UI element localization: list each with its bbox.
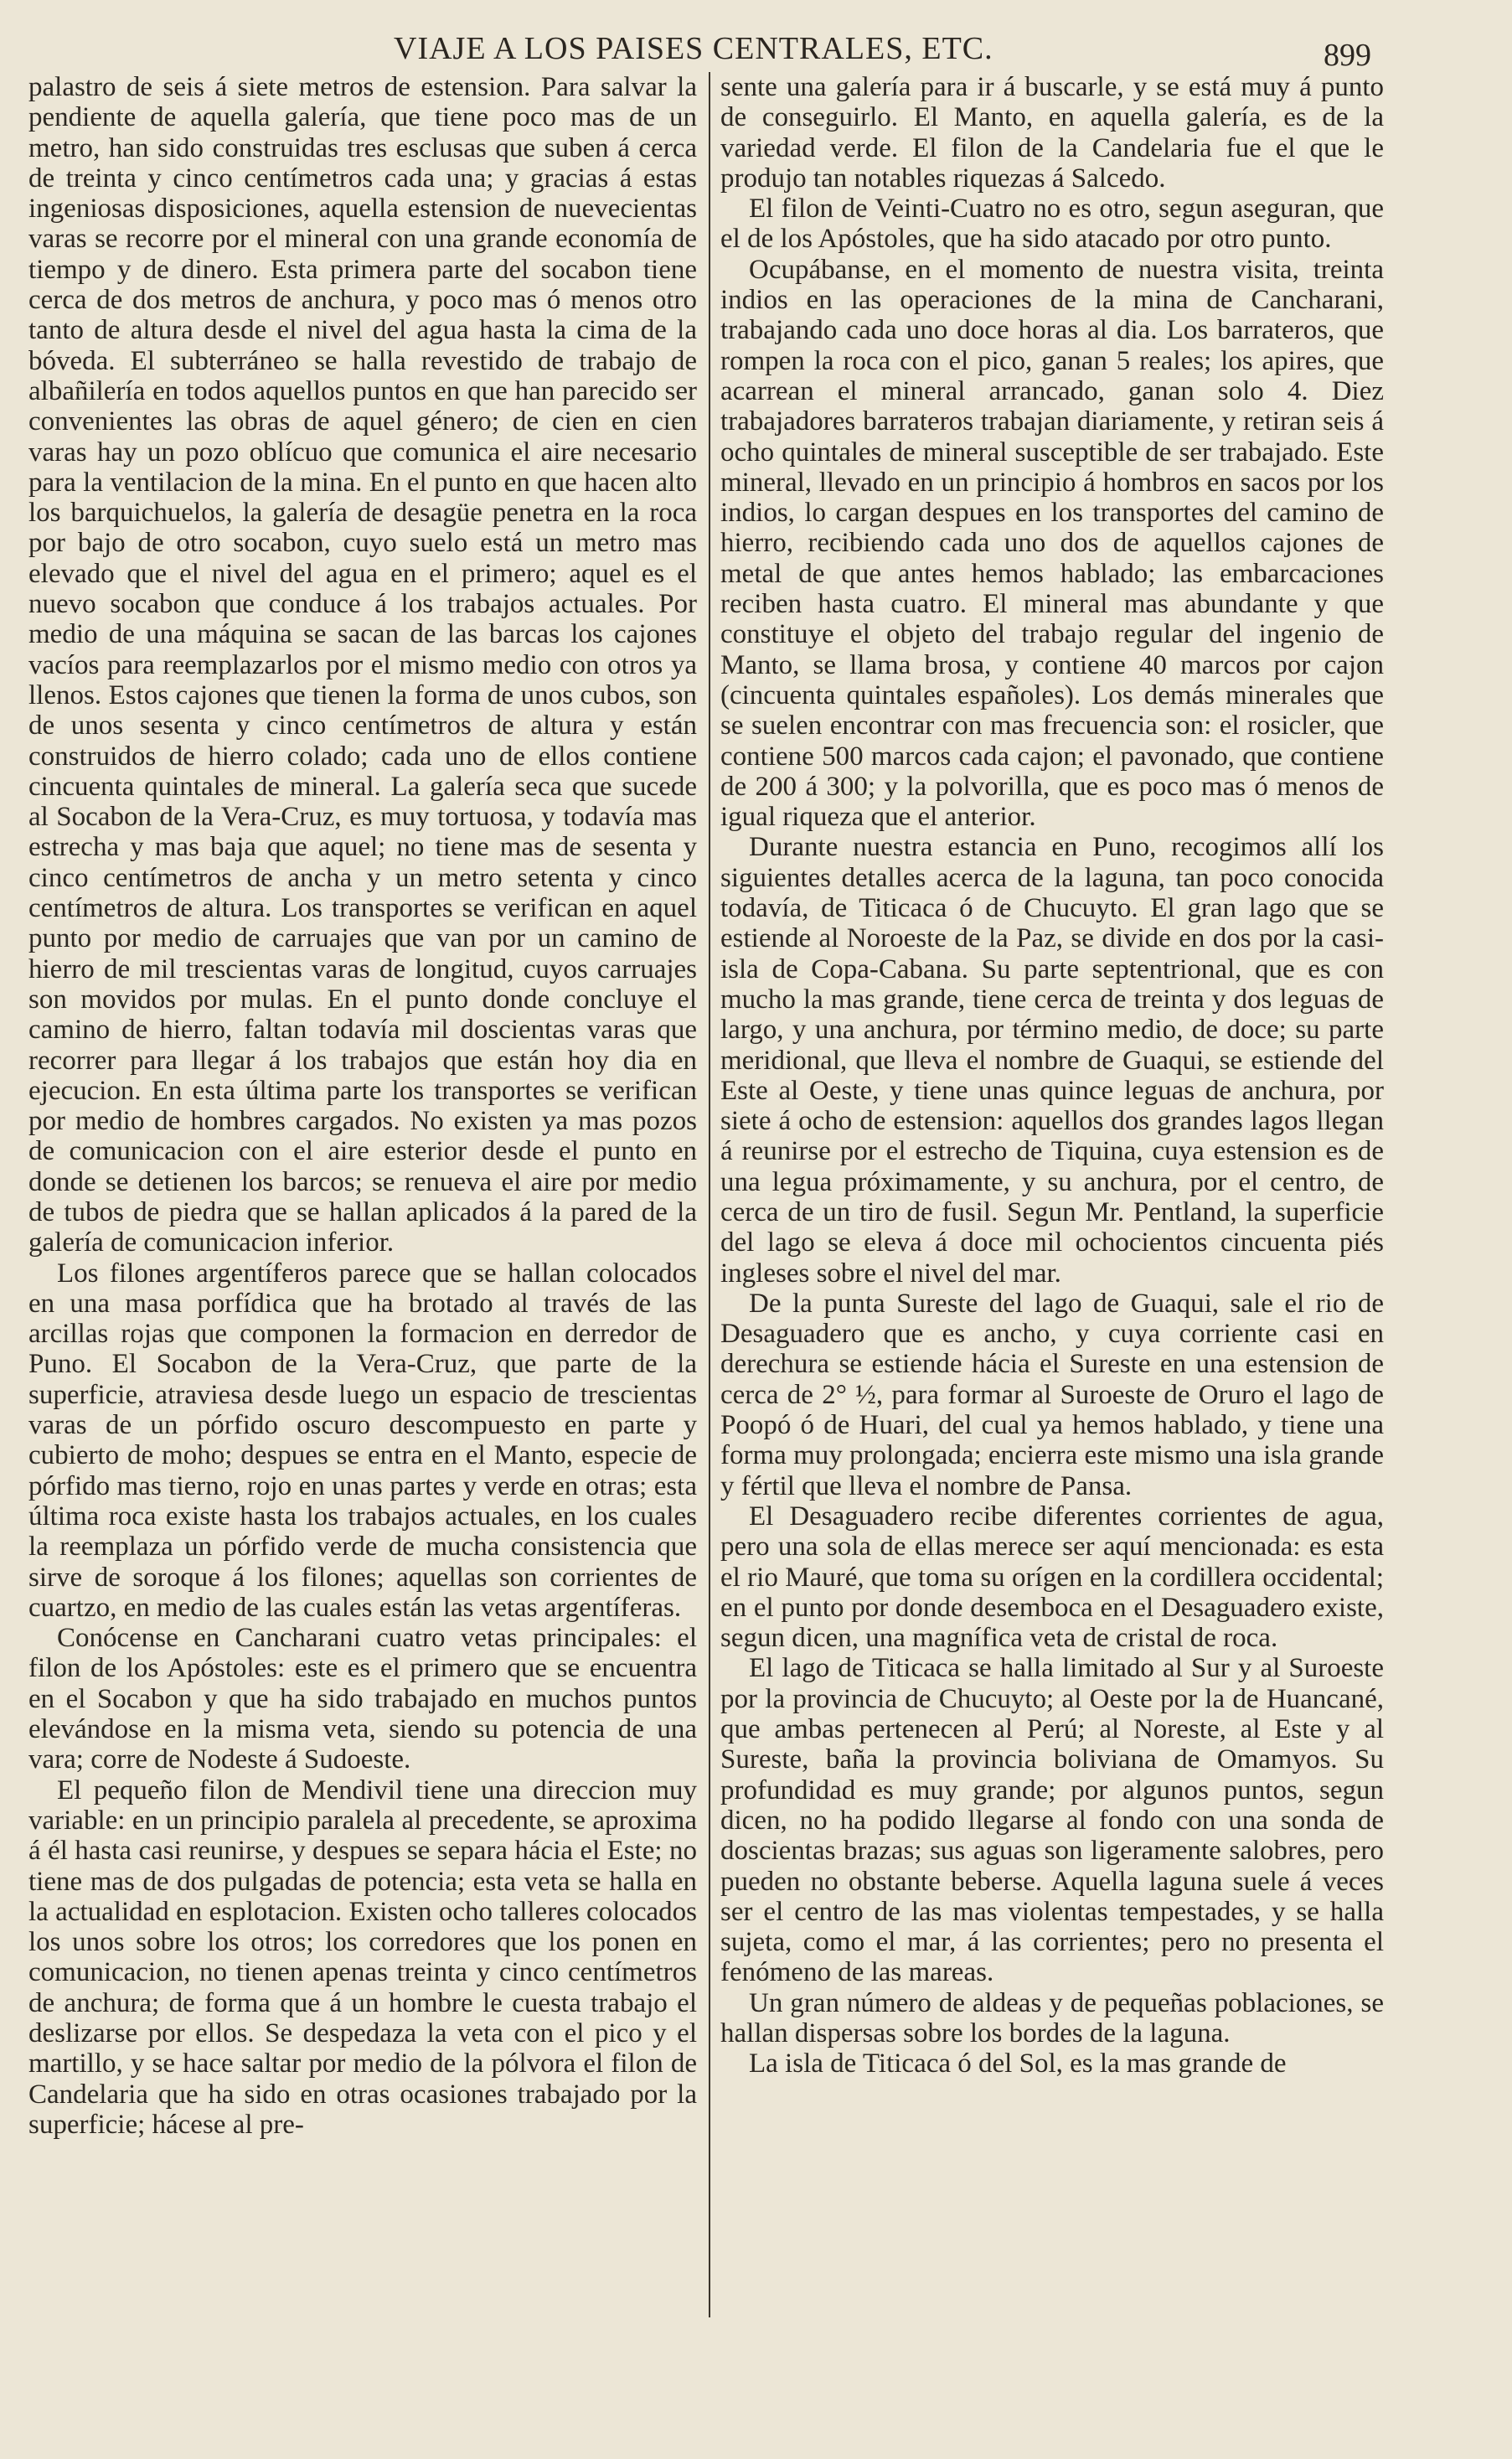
right-column xyxy=(720,72,1384,2317)
paragraph: El Desaguadero recibe diferentes corrientes de agua, pero una sola de ellas merece ser aquí mencionada: es esta el rio Mauré, que toma su orígen en la cordillera occidental; en el punto por donde desemboca en el Desaguadero existe, segun dicen, una magnífica veta de cristal de roca. xyxy=(720,1501,1384,1654)
page-number: 899 xyxy=(1324,38,1371,73)
column-divider xyxy=(709,72,710,2317)
paragraph: Un gran número de aldeas y de pequeñas poblaciones, se hallan dispersas sobre los bordes de la laguna. xyxy=(720,1987,1384,2048)
paragraph: El lago de Titicaca se halla limitado al Sur y al Suroeste por la provincia de Chucuyto; al Oeste por la de Huancané, que ambas pertenecen al Perú; al Noreste, al Este y al Sureste, baña la provincia boliviana de Omamyos. Su profundidad es muy grande; por algunos puntos, segun dicen, no ha podido llegarse al fondo con una sonda de doscientas brazas; sus aguas son ligeramente salobres, pero pueden no obstante beberse. Aquella laguna suele á veces ser el centro de las mas violentas tempestades, y se halla sujeta, como el mar, á las corrientes; pero no presenta el fenómeno de las mareas. xyxy=(720,1653,1384,1988)
paragraph: Ocupábanse, en el momento de nuestra visita, treinta indios en las operaciones de la mina de Cancharani, trabajando cada uno doce horas al dia. Los barrateros, que rompen la roca con el pico, ganan 5 reales; los apires, que acarrean el mineral arrancado, ganan solo 4. Diez trabajadores barrateros trabajan diariamente, y retiran seis á ocho quintales de mineral susceptible de ser trabajado. Este mineral, llevado en un principio á hombros en sacos por los indios, lo cargan despues en los transportes del camino de hierro, recibiendo cada uno dos de aquellos cajones de metal de que antes hemos hablado; las embarcaciones reciben hasta cuatro. El mineral mas abundante y que constituye el objeto del trabajo regular del ingenio de Manto, se llama brosa, y contiene 40 marcos por cajon (cincuenta quintales españoles). Los demás minerales que se suelen encontrar con mas frecuencia son: el rosicler, que contiene 500 marcos cada cajon; el pavonado, que contiene de 200 á 300; y la polvorilla, que es poco mas ó menos de igual riqueza que el anterior. xyxy=(720,254,1384,833)
left-column xyxy=(28,72,697,2317)
paragraph: palastro de seis á siete metros de estension. Para salvar la pendiente de aquella galería, que tiene poco mas de un metro, han sido construidas tres esclusas que suben á cerca de treinta y cinco centímetros cada una; y gracias á estas ingeniosas disposiciones, aquella estension de nuevecientas varas se recorre por el mineral con una grande economía de tiempo y de dinero. Esta primera parte del socabon tiene cerca de dos metros de anchura, y poco mas ó menos otro tanto de altura desde el nivel del agua hasta la cima de la bóveda. El subterráneo se halla revestido de trabajo de albañilería en todos aquellos puntos en que han parecido ser convenientes las obras de aquel género; de cien en cien varas hay un pozo oblícuo que comunica el aire necesario para la ventilacion de la mina. En el punto en que hacen alto los barquichuelos, la galería de desagüe penetra en la roca por bajo de otro socabon, cuyo suelo está un metro mas elevado que el nivel del agua en el primero; aquel es el nuevo socabon que conduce á los trabajos actuales. Por medio de una máquina se sacan de las barcas los cajones vacíos para reemplazarlos por el mismo medio con otros ya llenos. Estos cajones que tienen la forma de unos cubos, son de unos sesenta y cinco centímetros de altura y están construidos de hierro colado; cada uno de ellos contiene cincuenta quintales de mineral. La galería seca que sucede al Socabon de la Vera-Cruz, es muy tortuosa, y todavía mas estrecha y mas baja que aquel; no tiene mas de sesenta y cinco centímetros de ancha y un metro setenta y cinco centímetros de altura. Los transportes se verifican en aquel punto por medio de carruajes que van por un camino de hierro de mil trescientas varas de longitud, cuyos carruajes son movidos por mulas. En el punto donde concluye el camino de hierro, faltan todavía mil doscientas varas que recorrer para llegar á los trabajos que están hoy dia en ejecucion. En esta última parte los transportes se verifican por medio de hombres cargados. No existen ya mas pozos de comunicacion con el aire esterior desde el punto en donde se detienen los barcos; se renueva el aire por medio de tubos de piedra que se hallan aplicados á la pared de la galería de comunicacion inferior. xyxy=(28,72,697,1258)
paragraph: El pequeño filon de Mendivil tiene una direccion muy variable: en un principio paralela al precedente, se aproxima á él hasta casi reunirse, y despues se separa hácia el Este; no tiene mas de dos pulgadas de potencia; esta veta se halla en la actualidad en esplotacion. Existen ocho talleres colocados los unos sobre los otros; los corredores que los ponen en comunicacion, no tienen apenas treinta y cinco centímetros de anchura; de forma que á un hombre le cuesta trabajo el deslizarse por ellos. Se despedaza la veta con el pico y el martillo, y se hace saltar por medio de la pólvora el filon de Candelaria que ha sido en otras ocasiones trabajado por la superficie; hácese al pre- xyxy=(28,1775,697,2140)
paragraph: sente una galería para ir á buscarle, y se está muy á punto de conseguirlo. El Manto, en aquella galería, es de la variedad verde. El filon de la Candelaria fue el que le produjo tan notables riquezas á Salcedo. xyxy=(720,72,1384,194)
paragraph: De la punta Sureste del lago de Guaqui, sale el rio de Desaguadero que es ancho, y cuya corriente casi en derechura se estiende hácia el Sureste en una estension de cerca de 2° ½, para formar al Suroeste de Oruro el lago de Poopó ó de Huari, del cual ya hemos hablado, y tiene una forma muy prolongada; encierra este mismo una isla grande y fértil que lleva el nombre de Pansa. xyxy=(720,1288,1384,1501)
running-title: VIAJE A LOS PAISES CENTRALES, ETC. xyxy=(394,31,993,66)
paragraph: Durante nuestra estancia en Puno, recogimos allí los siguientes detalles acerca de la laguna, tan poco conocida todavía, de Titicaca ó de Chucuyto. El gran lago que se estiende al Noroeste de la Paz, se divide en dos por la casi-isla de Copa-Cabana. Su parte septentrional, que es con mucho la mas grande, tiene cerca de treinta y dos leguas de largo, y una anchura, por término medio, de doce; su parte meridional, que lleva el nombre de Guaqui, se estiende del Este al Oeste, y tiene unas quince leguas de anchura, por siete á ocho de estension: aquellos dos grandes lagos llegan á reunirse por el estrecho de Tiquina, cuya estension es de una legua próximamente, y su anchura, por el centro, de cerca de un tiro de fusil. Segun Mr. Pentland, la superficie del lago se eleva á doce mil ochocientos cincuenta piés ingleses sobre el nivel del mar. xyxy=(720,832,1384,1289)
paragraph: La isla de Titicaca ó del Sol, es la mas grande de xyxy=(749,2048,1287,2079)
paragraph: El filon de Veinti-Cuatro no es otro, segun aseguran, que el de los Apóstoles, que ha sido atacado por otro punto. xyxy=(720,194,1384,255)
paragraph: Los filones argentíferos parece que se hallan colocados en una masa porfídica que ha brotado al través de las arcillas rojas que componen la formacion en derredor de Puno. El Socabon de la Vera-Cruz, que parte de la superficie, atraviesa desde luego un espacio de trescientas varas de un pórfido oscuro descompuesto en parte y cubierto de moho; despues se entra en el Manto, especie de pórfido mas tierno, rojo en unas partes y verde en otras; esta última roca existe hasta los trabajos actuales, en los cuales la reemplaza un pórfido verde de mucha consistencia que sirve de soroque á los filones; aquellas son corrientes de cuartzo, en medio de las cuales están las vetas argentíferas. xyxy=(28,1258,697,1623)
page-header xyxy=(0,25,1512,75)
paragraph: Conócense en Cancharani cuatro vetas principales: el filon de los Apóstoles: este es el primero que se encuentra en el Socabon y que ha sido trabajado en muchos puntos elevándose en la misma veta, siendo su potencia de una vara; corre de Nodeste á Sudoeste. xyxy=(28,1623,697,1775)
